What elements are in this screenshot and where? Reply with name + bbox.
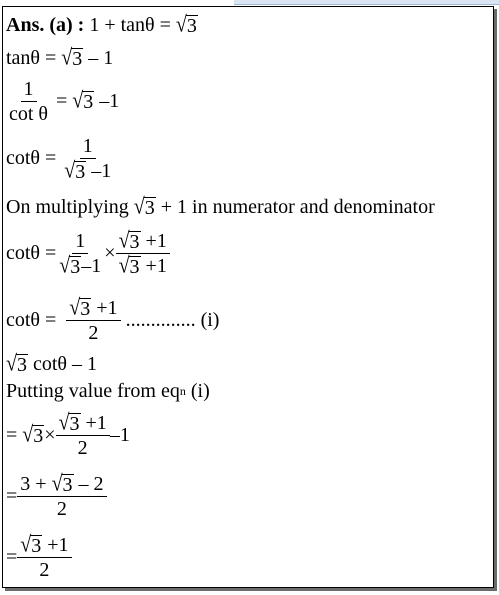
superscript: n	[179, 384, 186, 398]
top-strip	[234, 0, 499, 5]
sqrt-3: √ 3	[58, 410, 80, 435]
numerator: √ 3 +1	[116, 230, 170, 254]
sqrt-3: √ 3	[175, 12, 197, 37]
equation-ref: (i)	[200, 309, 220, 331]
equation-tail: –1	[109, 424, 130, 446]
denominator: cot θ	[9, 103, 49, 125]
sqrt-3: √ 3	[20, 532, 42, 557]
equation-lhs: tanθ =	[6, 47, 57, 69]
equation-lhs: 1 + tanθ =	[89, 14, 171, 36]
line-10	[6, 412, 130, 459]
equation-ref: (i)	[190, 380, 210, 402]
sqrt-3: √ 3	[61, 45, 83, 70]
equation-tail: – 1	[88, 47, 114, 69]
fraction	[56, 412, 110, 459]
fraction	[66, 297, 120, 344]
sqrt-3: √ 3	[22, 422, 44, 448]
denominator: √ 3 –1	[64, 158, 112, 183]
numerator: √ 3 +1	[17, 534, 71, 558]
equation-lhs: cotθ =	[6, 309, 57, 331]
denominator: 2	[56, 498, 67, 520]
denominator: 2	[88, 322, 99, 344]
equals-sign: =	[6, 424, 18, 446]
numerator: 1	[80, 135, 96, 159]
fraction-1	[56, 230, 104, 277]
line-11	[6, 473, 107, 520]
numerator: √ 3 +1	[56, 412, 110, 436]
equation-tail: cotθ – 1	[32, 353, 97, 375]
text-post: + 1 in numerator and denominator	[160, 196, 435, 218]
line-9	[6, 380, 210, 402]
denominator: √ 3 –1	[59, 253, 102, 278]
times-sign: ×	[44, 424, 56, 446]
line-4	[6, 135, 114, 182]
text-pre: On multiplying	[6, 196, 129, 218]
equals-sign: =	[6, 485, 18, 507]
sqrt-3: √ 3	[133, 194, 155, 219]
frame-shadow	[5, 588, 497, 591]
line-3	[6, 78, 119, 125]
sqrt-3: √ 3	[69, 295, 91, 320]
sqrt-3: √ 3	[118, 253, 140, 278]
denominator: √ 3 +1	[118, 253, 167, 278]
sqrt-3: √ 3	[64, 158, 86, 183]
line-1	[6, 14, 198, 36]
fraction	[6, 78, 51, 125]
sqrt-3: √ 3	[72, 88, 94, 114]
sqrt-3: √ 3	[118, 228, 140, 253]
equals-sign: =	[56, 90, 68, 112]
dot-leader: ..............	[125, 309, 196, 331]
sqrt-3: √ 3	[51, 471, 73, 496]
equation-lhs: cotθ =	[6, 242, 57, 264]
fraction	[17, 534, 71, 581]
separator: :	[77, 14, 85, 36]
denominator: 2	[77, 437, 88, 459]
line-2	[6, 47, 113, 69]
line-6	[6, 230, 170, 277]
line-5	[6, 196, 435, 218]
sqrt-3: √ 3	[59, 253, 81, 278]
numerator: 1	[72, 230, 88, 254]
line-8	[6, 353, 97, 375]
times-sign: ×	[104, 242, 116, 264]
line-7	[6, 297, 219, 344]
fraction-2	[116, 230, 170, 277]
frame-shadow	[494, 9, 497, 591]
text: Putting value from eq	[6, 380, 180, 402]
answer-label: Ans. (a)	[6, 14, 73, 36]
fraction	[17, 473, 106, 520]
numerator: 3 + √ 3 – 2	[17, 473, 106, 497]
denominator: 2	[39, 559, 50, 581]
fraction	[61, 135, 114, 182]
numerator: √ 3 +1	[66, 297, 120, 321]
line-12	[6, 534, 72, 581]
equation-lhs: cotθ =	[6, 147, 57, 169]
sqrt-3: √ 3	[6, 351, 27, 376]
numerator: 1	[21, 78, 37, 102]
equals-sign: =	[6, 546, 18, 568]
equation-tail: –1	[99, 90, 120, 112]
